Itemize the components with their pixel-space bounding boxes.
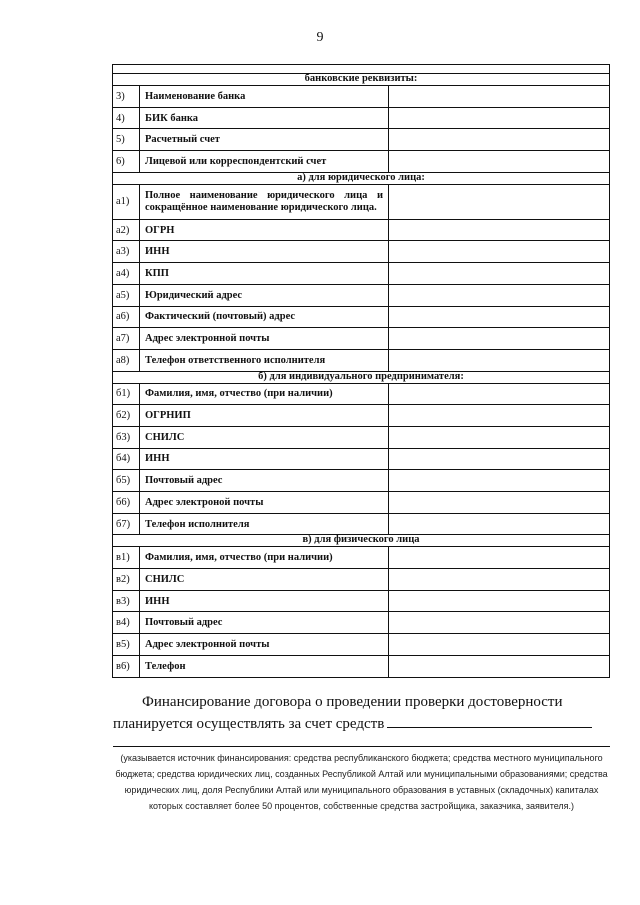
row-number: 5) [113, 129, 140, 151]
field-label: ИНН [140, 241, 389, 263]
field-value-cell[interactable] [389, 612, 610, 634]
section-header: а) для юридического лица: [113, 172, 610, 184]
field-value-cell[interactable] [389, 492, 610, 514]
page-number: 9 [316, 30, 324, 45]
financing-text: Финансирование договора о проведении проверки достоверности [142, 694, 563, 710]
row-number: а4) [113, 263, 140, 285]
field-value-cell[interactable] [389, 547, 610, 569]
row-number: б6) [113, 492, 140, 514]
section-header-row [113, 74, 610, 86]
row-number: б1) [113, 383, 140, 405]
field-value-cell[interactable] [389, 405, 610, 427]
row-number: а6) [113, 306, 140, 328]
section-header-row [113, 172, 610, 184]
field-value-cell[interactable] [389, 426, 610, 448]
field-label: Фамилия, имя, отчество (при наличии) [140, 547, 389, 569]
field-label: Телефон исполнителя [140, 513, 389, 535]
row-number: а5) [113, 284, 140, 306]
field-value-cell[interactable] [389, 328, 610, 350]
row-number: в3) [113, 590, 140, 612]
field-label: Почтовый адрес [140, 470, 389, 492]
row-number: б3) [113, 426, 140, 448]
field-label: СНИЛС [140, 426, 389, 448]
table-row [113, 405, 610, 427]
table-row [113, 590, 610, 612]
table-row [113, 306, 610, 328]
section-header: б) для индивидуального предпринимателя: [113, 371, 610, 383]
table-row [113, 349, 610, 371]
table-row [113, 513, 610, 535]
field-value-cell[interactable] [389, 470, 610, 492]
field-value-cell[interactable] [389, 219, 610, 241]
field-value-cell[interactable] [389, 151, 610, 173]
financing-text-line2 [113, 713, 592, 735]
row-number: 3) [113, 86, 140, 108]
field-label: ИНН [140, 448, 389, 470]
row-number: а2) [113, 219, 140, 241]
field-label: СНИЛС [140, 569, 389, 591]
row-number: в4) [113, 612, 140, 634]
field-value-cell[interactable] [389, 306, 610, 328]
section-header: в) для физического лица [113, 535, 610, 547]
field-label: БИК банка [140, 107, 389, 129]
table-row [113, 219, 610, 241]
section-header-row [113, 371, 610, 383]
table-row [113, 634, 610, 656]
field-label: ОГРНИП [140, 405, 389, 427]
row-number: в5) [113, 634, 140, 656]
field-value-cell[interactable] [389, 569, 610, 591]
financing-text-line2-label: планируется осуществлять за счет средств [113, 716, 385, 732]
field-value-cell[interactable] [389, 241, 610, 263]
field-value-cell[interactable] [389, 284, 610, 306]
table-row [113, 241, 610, 263]
financing-source-blank[interactable] [387, 713, 592, 728]
field-value-cell[interactable] [389, 513, 610, 535]
table-row [113, 448, 610, 470]
row-number: в2) [113, 569, 140, 591]
financing-source-note: (указывается источник финансирования: средства республиканского бюджета; средства местного муниципального бюджета; средства юридических лиц, созданных Республикой Алтай или муниципальными образованиями; средства юридических лиц, доля Республики Алтай или муниципального образования в уставных (складочных) капиталах которых составляет более 50 процентов, собственные средства застройщика, заказчика, заявителя.) [115, 753, 608, 811]
field-label: Фактический (почтовый) адрес [140, 306, 389, 328]
section-header-row [113, 535, 610, 547]
field-value-cell[interactable] [389, 184, 610, 219]
field-label: Телефон [140, 655, 389, 677]
row-number: а8) [113, 349, 140, 371]
field-value-cell[interactable] [389, 655, 610, 677]
row-number: б2) [113, 405, 140, 427]
table-row [113, 328, 610, 350]
field-label: ОГРН [140, 219, 389, 241]
field-label: Почтовый адрес [140, 612, 389, 634]
table-row [113, 547, 610, 569]
row-number: а3) [113, 241, 140, 263]
table-row [113, 383, 610, 405]
table-row [113, 263, 610, 285]
field-label: Расчетный счет [140, 129, 389, 151]
field-value-cell[interactable] [389, 349, 610, 371]
row-number: в6) [113, 655, 140, 677]
table-row [113, 569, 610, 591]
table-row [113, 129, 610, 151]
section-header: банковские реквизиты: [113, 74, 610, 86]
table-row [113, 86, 610, 108]
field-value-cell[interactable] [389, 129, 610, 151]
field-label: Лицевой или корреспондентский счет [140, 151, 389, 173]
requisites-table [112, 64, 610, 678]
row-number: б7) [113, 513, 140, 535]
field-value-cell[interactable] [389, 383, 610, 405]
field-label: Адрес электроной почты [140, 492, 389, 514]
row-number: б4) [113, 448, 140, 470]
field-label: Юридический адрес [140, 284, 389, 306]
table-row [113, 426, 610, 448]
field-value-cell[interactable] [389, 634, 610, 656]
table-row [113, 107, 610, 129]
row-number: 6) [113, 151, 140, 173]
field-label: КПП [140, 263, 389, 285]
table-row [113, 184, 610, 219]
field-label: Фамилия, имя, отчество (при наличии) [140, 383, 389, 405]
table-row [113, 284, 610, 306]
table-row [113, 151, 610, 173]
field-label: Наименование банка [140, 86, 389, 108]
field-label: Адрес электронной почты [140, 634, 389, 656]
row-number: а7) [113, 328, 140, 350]
table-row [113, 612, 610, 634]
field-value-cell[interactable] [389, 263, 610, 285]
table-row [113, 492, 610, 514]
field-value-cell[interactable] [389, 448, 610, 470]
table-row [113, 655, 610, 677]
row-number: в1) [113, 547, 140, 569]
field-label: Адрес электронной почты [140, 328, 389, 350]
field-label: ИНН [140, 590, 389, 612]
field-label: Полное наименование юридического лица и сокращённое наименование юридического лица. [140, 184, 389, 219]
table-row [113, 470, 610, 492]
row-number: б5) [113, 470, 140, 492]
footnote-rule [113, 746, 610, 747]
field-value-cell[interactable] [389, 86, 610, 108]
field-value-cell[interactable] [389, 590, 610, 612]
row-number: а1) [113, 184, 140, 219]
row-number: 4) [113, 107, 140, 129]
field-label: Телефон ответственного исполнителя [140, 349, 389, 371]
field-value-cell[interactable] [389, 107, 610, 129]
